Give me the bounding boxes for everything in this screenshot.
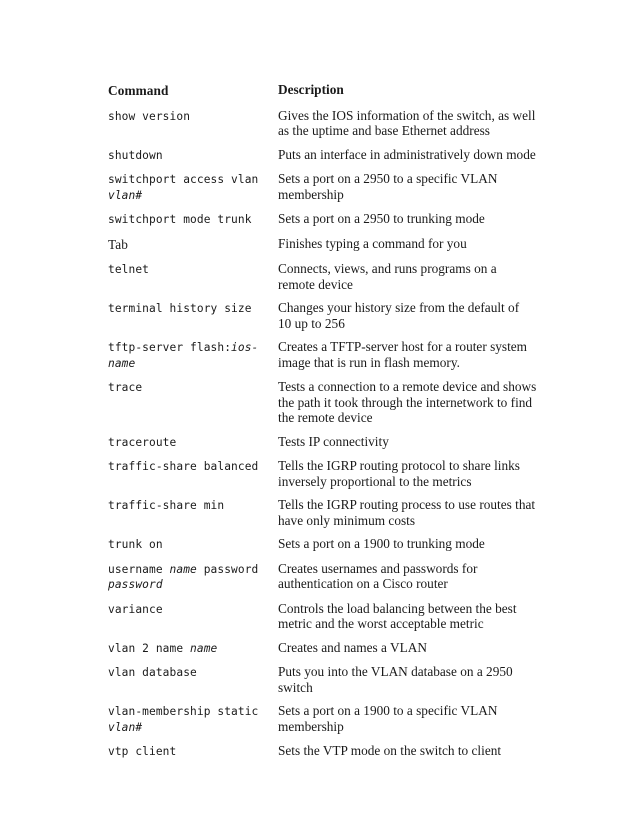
description-line: Tells the IGRP routing protocol to share links bbox=[278, 458, 520, 473]
command-text: Tab bbox=[108, 236, 129, 252]
command-text: ios-name bbox=[108, 341, 259, 370]
table-row bbox=[108, 561, 538, 593]
command-cell bbox=[108, 300, 278, 317]
command-text: trunk on bbox=[108, 538, 163, 551]
table-row bbox=[108, 703, 538, 735]
command-cell bbox=[108, 561, 278, 593]
description-line: Controls the load balancing between the best bbox=[278, 600, 517, 616]
description-cell bbox=[278, 601, 538, 632]
description-line: Creates a TFTP-server host for a router system bbox=[278, 339, 528, 354]
command-text: shutdown bbox=[108, 148, 163, 162]
table-row bbox=[108, 339, 538, 371]
description-line: membership bbox=[278, 186, 344, 202]
command-cell bbox=[108, 236, 278, 254]
command-text: terminal history size bbox=[108, 302, 252, 315]
table-row bbox=[108, 108, 538, 139]
description-line: Sets a port on a 2950 to trunking mode bbox=[278, 211, 485, 226]
description-cell bbox=[278, 434, 538, 450]
description-line: inversely proportional to the metrics bbox=[278, 473, 472, 489]
description-line: the path it took through the internetwork to find bbox=[278, 394, 533, 410]
table-row bbox=[108, 379, 538, 426]
command-text: vlan database bbox=[108, 666, 197, 679]
description-line: metric and the worst acceptable metric bbox=[278, 616, 484, 631]
command-text: name bbox=[190, 641, 218, 655]
table-header bbox=[108, 82, 538, 99]
command-cell bbox=[108, 339, 278, 371]
table-row bbox=[108, 147, 538, 164]
command-cell bbox=[108, 536, 278, 553]
command-text: tftp-server flash: bbox=[108, 341, 232, 354]
table-row bbox=[108, 664, 538, 695]
command-cell bbox=[108, 458, 278, 475]
description-line: Sets the VTP mode on the switch to client bbox=[278, 743, 502, 758]
command-cell bbox=[108, 147, 278, 164]
table-row bbox=[108, 211, 538, 228]
command-cell bbox=[108, 601, 278, 618]
description-line: 10 up to 256 bbox=[278, 315, 345, 331]
description-line: authentication on a Cisco router bbox=[278, 576, 448, 591]
command-cell bbox=[108, 211, 278, 228]
header-command: Command bbox=[108, 83, 169, 98]
command-text: vtp client bbox=[108, 745, 177, 758]
command-cell bbox=[108, 664, 278, 681]
command-text: password bbox=[196, 562, 259, 576]
command-text: name bbox=[169, 562, 197, 576]
command-text: traffic-share min bbox=[108, 499, 225, 512]
description-cell bbox=[278, 236, 538, 252]
description-line: Connects, views, and runs programs on a bbox=[278, 261, 497, 276]
description-line: Changes your history size from the default of bbox=[278, 300, 520, 315]
command-text: telnet bbox=[108, 263, 150, 276]
command-text: vlan 2 name bbox=[108, 641, 191, 655]
table-row bbox=[108, 300, 538, 331]
command-text: vlan# bbox=[108, 720, 143, 734]
description-line: Puts an interface in administratively down mode bbox=[278, 146, 536, 162]
description-cell bbox=[278, 261, 538, 292]
command-text: switchport mode trunk bbox=[108, 213, 252, 226]
table-body bbox=[108, 108, 538, 760]
description-line: Puts you into the VLAN database on a 2950 switch bbox=[278, 664, 513, 695]
command-cell bbox=[108, 640, 278, 657]
description-line: Tells the IGRP routing process to use routes that bbox=[278, 497, 536, 512]
description-line: have only minimum costs bbox=[278, 512, 416, 528]
table-row bbox=[108, 601, 538, 632]
command-text: username bbox=[108, 562, 170, 576]
table-row bbox=[108, 497, 538, 528]
description-cell bbox=[278, 379, 538, 426]
description-line: Gives the IOS information of the switch, as well bbox=[278, 107, 536, 123]
description-line: Sets a port on a 2950 to a specific VLAN bbox=[278, 171, 498, 186]
command-table bbox=[108, 82, 538, 760]
command-text: traceroute bbox=[108, 435, 177, 449]
command-cell bbox=[108, 743, 278, 760]
description-cell bbox=[278, 743, 538, 759]
command-cell bbox=[108, 434, 278, 451]
description-line: Tests a connection to a remote device and shows bbox=[278, 379, 537, 394]
description-line: Sets a port on a 1900 to a specific VLAN bbox=[278, 703, 498, 718]
description-cell bbox=[278, 339, 538, 370]
command-text: show version bbox=[108, 109, 191, 123]
header-description: Description bbox=[278, 82, 344, 97]
command-cell bbox=[108, 108, 278, 125]
table-row bbox=[108, 171, 538, 203]
table-row bbox=[108, 236, 538, 254]
description-cell bbox=[278, 147, 538, 163]
table-row bbox=[108, 640, 538, 657]
description-line: membership bbox=[278, 718, 344, 734]
description-cell bbox=[278, 536, 538, 552]
command-text: password bbox=[108, 578, 163, 591]
command-cell bbox=[108, 703, 278, 735]
description-line: image that is run in flash memory. bbox=[278, 354, 460, 370]
table-row bbox=[108, 434, 538, 451]
command-text: vlan# bbox=[108, 188, 143, 202]
description-cell bbox=[278, 211, 538, 227]
description-cell bbox=[278, 703, 538, 734]
description-cell bbox=[278, 300, 538, 331]
description-line: Tests IP connectivity bbox=[278, 433, 389, 449]
description-line: remote device bbox=[278, 276, 353, 292]
description-line: the remote device bbox=[278, 410, 373, 425]
command-cell bbox=[108, 171, 278, 203]
description-cell bbox=[278, 640, 538, 656]
table-row bbox=[108, 536, 538, 553]
description-cell bbox=[278, 108, 538, 139]
command-text: switchport access vlan bbox=[108, 173, 259, 186]
description-line: Creates and names a VLAN bbox=[278, 639, 427, 655]
command-cell bbox=[108, 261, 278, 278]
description-line: Finishes typing a command for you bbox=[278, 235, 467, 251]
table-row bbox=[108, 743, 538, 760]
command-text: traffic-share balanced bbox=[108, 460, 259, 473]
description-cell bbox=[278, 497, 538, 528]
command-cell bbox=[108, 379, 278, 396]
command-text: vlan-membership static bbox=[108, 705, 259, 718]
table-row bbox=[108, 261, 538, 292]
description-cell bbox=[278, 171, 538, 202]
command-text: trace bbox=[108, 381, 143, 394]
description-line: as the uptime and base Ethernet address bbox=[278, 123, 490, 138]
description-cell bbox=[278, 664, 538, 695]
description-cell bbox=[278, 561, 538, 592]
table-row bbox=[108, 458, 538, 489]
command-text: variance bbox=[108, 602, 163, 616]
description-line: Creates usernames and passwords for bbox=[278, 560, 478, 576]
description-line: Sets a port on a 1900 to trunking mode bbox=[278, 536, 485, 551]
description-cell bbox=[278, 458, 538, 489]
command-cell bbox=[108, 497, 278, 514]
